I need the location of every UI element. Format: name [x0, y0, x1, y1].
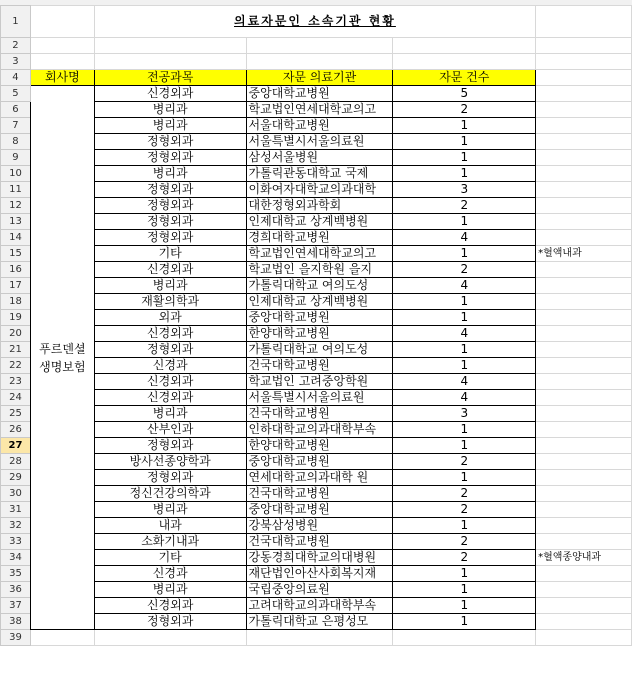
page-title[interactable]: 의료자문인 소속기관 현황: [94, 6, 535, 38]
table-row: [1, 534, 632, 550]
specialty-cell[interactable]: 병리과: [94, 166, 246, 182]
specialty-cell[interactable]: 기타: [94, 246, 246, 262]
institution-cell[interactable]: 국립중앙의료원: [246, 582, 393, 598]
cell[interactable]: [246, 38, 393, 54]
count-cell[interactable]: 2: [393, 198, 536, 214]
note-cell[interactable]: [536, 438, 632, 454]
specialty-cell[interactable]: 신경과: [94, 566, 246, 582]
row-header[interactable]: 2: [1, 38, 31, 54]
note-cell[interactable]: [536, 294, 632, 310]
table-row: [1, 406, 632, 422]
table-row: [1, 150, 632, 166]
cell-grid: [0, 5, 632, 646]
specialty-cell[interactable]: 재활의학과: [94, 294, 246, 310]
institution-cell[interactable]: 고려대학교의과대학부속: [246, 598, 393, 614]
table-row: [1, 214, 632, 230]
row-header[interactable]: 27: [1, 438, 31, 454]
table-row: [1, 310, 632, 326]
specialty-cell[interactable]: 내과: [94, 518, 246, 534]
note-cell[interactable]: [536, 102, 632, 118]
count-cell[interactable]: 2: [393, 486, 536, 502]
note-cell[interactable]: [536, 470, 632, 486]
row-header[interactable]: 14: [1, 230, 31, 246]
specialty-cell[interactable]: 정형외과: [94, 214, 246, 230]
row-header[interactable]: 10: [1, 166, 31, 182]
header-institution[interactable]: 자문 의료기관: [246, 70, 393, 86]
note-cell[interactable]: *혈액종양내과: [536, 550, 632, 566]
table-row: [1, 598, 632, 614]
specialty-cell[interactable]: 기타: [94, 550, 246, 566]
row-header[interactable]: 37: [1, 598, 31, 614]
note-cell[interactable]: [536, 502, 632, 518]
table-row: [1, 390, 632, 406]
institution-cell[interactable]: 가톨릭관동대학교 국제: [246, 166, 393, 182]
row-header[interactable]: 4: [1, 70, 31, 86]
row-header[interactable]: 15: [1, 246, 31, 262]
institution-cell[interactable]: 건국대학교병원: [246, 358, 393, 374]
header-count[interactable]: 자문 건수: [393, 70, 536, 86]
count-cell[interactable]: 3: [393, 406, 536, 422]
cell[interactable]: [30, 630, 94, 646]
count-cell[interactable]: 1: [393, 134, 536, 150]
count-cell[interactable]: 1: [393, 246, 536, 262]
table-row: [1, 342, 632, 358]
table-row: [1, 166, 632, 182]
specialty-cell[interactable]: 신경외과: [94, 86, 246, 102]
specialty-cell[interactable]: 병리과: [94, 278, 246, 294]
note-cell[interactable]: [536, 166, 632, 182]
specialty-cell[interactable]: 정형외과: [94, 470, 246, 486]
table-row: [1, 102, 632, 118]
cell[interactable]: [536, 70, 632, 86]
table-row: [1, 326, 632, 342]
count-cell[interactable]: 1: [393, 422, 536, 438]
note-cell[interactable]: [536, 134, 632, 150]
specialty-cell[interactable]: 병리과: [94, 582, 246, 598]
empty-row: [1, 38, 632, 54]
cell[interactable]: [246, 630, 393, 646]
row-header[interactable]: 22: [1, 358, 31, 374]
table-row: [1, 422, 632, 438]
row-header[interactable]: 13: [1, 214, 31, 230]
row-header[interactable]: 31: [1, 502, 31, 518]
row-header[interactable]: 16: [1, 262, 31, 278]
count-cell[interactable]: 2: [393, 534, 536, 550]
count-cell[interactable]: 1: [393, 470, 536, 486]
specialty-cell[interactable]: 정형외과: [94, 342, 246, 358]
table-row: [1, 614, 632, 630]
row-header[interactable]: 20: [1, 326, 31, 342]
table-row: [1, 358, 632, 374]
specialty-cell[interactable]: 병리과: [94, 406, 246, 422]
count-cell[interactable]: 5: [393, 86, 536, 102]
count-cell[interactable]: 1: [393, 150, 536, 166]
count-cell[interactable]: 1: [393, 358, 536, 374]
cell[interactable]: [536, 54, 632, 70]
note-cell[interactable]: [536, 518, 632, 534]
count-cell[interactable]: 2: [393, 550, 536, 566]
table-row: [1, 230, 632, 246]
specialty-cell[interactable]: 신경외과: [94, 262, 246, 278]
row-header[interactable]: 33: [1, 534, 31, 550]
table-row: [1, 582, 632, 598]
table-row: [1, 198, 632, 214]
row-header[interactable]: 19: [1, 310, 31, 326]
specialty-cell[interactable]: 정형외과: [94, 438, 246, 454]
count-cell[interactable]: 1: [393, 614, 536, 630]
specialty-cell[interactable]: 병리과: [94, 118, 246, 134]
cell[interactable]: [393, 630, 536, 646]
count-cell[interactable]: 4: [393, 390, 536, 406]
note-cell[interactable]: [536, 342, 632, 358]
table-row: [1, 278, 632, 294]
institution-cell[interactable]: 중앙대학교병원: [246, 454, 393, 470]
row-header[interactable]: 18: [1, 294, 31, 310]
institution-cell[interactable]: 중앙대학교병원: [246, 310, 393, 326]
row-header[interactable]: 28: [1, 454, 31, 470]
cell[interactable]: [393, 54, 536, 70]
row-header[interactable]: 5: [1, 86, 31, 102]
cell[interactable]: [30, 38, 94, 54]
note-cell[interactable]: [536, 374, 632, 390]
row-header[interactable]: 21: [1, 342, 31, 358]
table-row: [1, 470, 632, 486]
table-row: [1, 134, 632, 150]
institution-cell[interactable]: 삼성서울병원: [246, 150, 393, 166]
note-cell[interactable]: [536, 582, 632, 598]
institution-cell[interactable]: 학교법인 고려중앙학원: [246, 374, 393, 390]
cell[interactable]: [536, 6, 632, 38]
specialty-cell[interactable]: 정형외과: [94, 134, 246, 150]
cell[interactable]: [30, 6, 94, 38]
note-cell[interactable]: [536, 390, 632, 406]
note-cell[interactable]: [536, 358, 632, 374]
specialty-cell[interactable]: 병리과: [94, 502, 246, 518]
row-header[interactable]: 9: [1, 150, 31, 166]
row-header[interactable]: 29: [1, 470, 31, 486]
note-cell[interactable]: [536, 326, 632, 342]
institution-cell[interactable]: 강동경희대학교의대병원: [246, 550, 393, 566]
institution-cell[interactable]: 인제대학교 상계백병원: [246, 214, 393, 230]
specialty-cell[interactable]: 방사선종양학과: [94, 454, 246, 470]
note-cell[interactable]: [536, 150, 632, 166]
table-row: [1, 502, 632, 518]
table-row: [1, 294, 632, 310]
institution-cell[interactable]: 대한정형외과학회: [246, 198, 393, 214]
note-cell[interactable]: [536, 182, 632, 198]
header-company[interactable]: 회사명: [30, 70, 94, 86]
table-row: [1, 118, 632, 134]
header-row: [1, 70, 632, 86]
empty-row: [1, 54, 632, 70]
row-header[interactable]: 38: [1, 614, 31, 630]
row-header[interactable]: 32: [1, 518, 31, 534]
note-cell[interactable]: [536, 486, 632, 502]
count-cell[interactable]: 4: [393, 278, 536, 294]
institution-cell[interactable]: 한양대학교병원: [246, 326, 393, 342]
institution-cell[interactable]: 연세대학교의과대학 원: [246, 470, 393, 486]
institution-cell[interactable]: 가톨릭대학교 여의도성: [246, 342, 393, 358]
institution-cell[interactable]: 이화여자대학교의과대학: [246, 182, 393, 198]
note-cell[interactable]: [536, 86, 632, 102]
cell[interactable]: [30, 54, 94, 70]
institution-cell[interactable]: 서울대학교병원: [246, 118, 393, 134]
institution-cell[interactable]: 서울특별시서울의료원: [246, 134, 393, 150]
row-header[interactable]: 12: [1, 198, 31, 214]
institution-cell[interactable]: 한양대학교병원: [246, 438, 393, 454]
specialty-cell[interactable]: 신경외과: [94, 598, 246, 614]
specialty-cell[interactable]: 정형외과: [94, 150, 246, 166]
note-cell[interactable]: [536, 310, 632, 326]
institution-cell[interactable]: 가톨릭대학교 은평성모: [246, 614, 393, 630]
cell[interactable]: [94, 38, 246, 54]
institution-cell[interactable]: 경희대학교병원: [246, 230, 393, 246]
institution-cell[interactable]: 건국대학교병원: [246, 486, 393, 502]
count-cell[interactable]: 1: [393, 310, 536, 326]
row-header[interactable]: 3: [1, 54, 31, 70]
count-cell[interactable]: 4: [393, 326, 536, 342]
count-cell[interactable]: 4: [393, 230, 536, 246]
count-cell[interactable]: 3: [393, 182, 536, 198]
specialty-cell[interactable]: 소화기내과: [94, 534, 246, 550]
count-cell[interactable]: 1: [393, 118, 536, 134]
cell[interactable]: [536, 38, 632, 54]
note-cell[interactable]: [536, 262, 632, 278]
note-cell[interactable]: [536, 118, 632, 134]
specialty-cell[interactable]: 정형외과: [94, 198, 246, 214]
row-header[interactable]: 24: [1, 390, 31, 406]
count-cell[interactable]: 4: [393, 374, 536, 390]
table-row: [1, 438, 632, 454]
institution-cell[interactable]: 서울특별시서울의료원: [246, 390, 393, 406]
table-row: [1, 86, 632, 102]
note-cell[interactable]: [536, 422, 632, 438]
institution-cell[interactable]: 건국대학교병원: [246, 534, 393, 550]
specialty-cell[interactable]: 병리과: [94, 102, 246, 118]
table-row: [1, 262, 632, 278]
count-cell[interactable]: 1: [393, 342, 536, 358]
note-cell[interactable]: [536, 566, 632, 582]
specialty-cell[interactable]: 산부인과: [94, 422, 246, 438]
empty-row: [1, 630, 632, 646]
row-header[interactable]: 35: [1, 566, 31, 582]
count-cell[interactable]: 1: [393, 566, 536, 582]
specialty-cell[interactable]: 신경외과: [94, 326, 246, 342]
specialty-cell[interactable]: 정형외과: [94, 614, 246, 630]
specialty-cell[interactable]: 외과: [94, 310, 246, 326]
row-header[interactable]: 17: [1, 278, 31, 294]
count-cell[interactable]: 1: [393, 214, 536, 230]
specialty-cell[interactable]: 신경외과: [94, 374, 246, 390]
row-header[interactable]: 7: [1, 118, 31, 134]
specialty-cell[interactable]: 신경과: [94, 358, 246, 374]
count-cell[interactable]: 2: [393, 502, 536, 518]
institution-cell[interactable]: 인하대학교의과대학부속: [246, 422, 393, 438]
table-row: [1, 454, 632, 470]
row-header[interactable]: 30: [1, 486, 31, 502]
specialty-cell[interactable]: 신경외과: [94, 390, 246, 406]
note-cell[interactable]: [536, 614, 632, 630]
company-name-cell[interactable]: 푸르덴셜 생명보험: [30, 86, 94, 630]
table-row: [1, 566, 632, 582]
header-specialty[interactable]: 전공과목: [94, 70, 246, 86]
count-cell[interactable]: 1: [393, 294, 536, 310]
institution-cell[interactable]: 건국대학교병원: [246, 406, 393, 422]
table-row: [1, 518, 632, 534]
row-header[interactable]: 11: [1, 182, 31, 198]
row-header[interactable]: 26: [1, 422, 31, 438]
note-cell[interactable]: [536, 534, 632, 550]
cell[interactable]: [536, 630, 632, 646]
note-cell[interactable]: *혈액내과: [536, 246, 632, 262]
count-cell[interactable]: 1: [393, 598, 536, 614]
row-header[interactable]: 6: [1, 102, 31, 118]
note-cell[interactable]: [536, 598, 632, 614]
count-cell[interactable]: 1: [393, 166, 536, 182]
institution-cell[interactable]: 인제대학교 상계백병원: [246, 294, 393, 310]
note-cell[interactable]: [536, 230, 632, 246]
table-row: [1, 486, 632, 502]
cell[interactable]: [393, 38, 536, 54]
note-cell[interactable]: [536, 454, 632, 470]
row-header[interactable]: 36: [1, 582, 31, 598]
note-cell[interactable]: [536, 198, 632, 214]
table-row: [1, 374, 632, 390]
institution-cell[interactable]: 학교법인연세대학교의고: [246, 246, 393, 262]
table-row: [1, 182, 632, 198]
specialty-cell[interactable]: 정신건강의학과: [94, 486, 246, 502]
row-header[interactable]: 8: [1, 134, 31, 150]
institution-cell[interactable]: 학교법인연세대학교의고: [246, 102, 393, 118]
row-header[interactable]: 1: [1, 6, 31, 38]
note-cell[interactable]: [536, 214, 632, 230]
table-row: [1, 246, 632, 262]
specialty-cell[interactable]: 정형외과: [94, 230, 246, 246]
row-header[interactable]: 34: [1, 550, 31, 566]
count-cell[interactable]: 1: [393, 582, 536, 598]
institution-cell[interactable]: 학교법인 을지학원 을지: [246, 262, 393, 278]
institution-cell[interactable]: 중앙대학교병원: [246, 502, 393, 518]
count-cell[interactable]: 1: [393, 518, 536, 534]
institution-cell[interactable]: 가톨릭대학교 여의도성: [246, 278, 393, 294]
table-row: [1, 550, 632, 566]
row-header[interactable]: 39: [1, 630, 31, 646]
cell[interactable]: [246, 54, 393, 70]
specialty-cell[interactable]: 정형외과: [94, 182, 246, 198]
cell[interactable]: [94, 630, 246, 646]
note-cell[interactable]: [536, 406, 632, 422]
count-cell[interactable]: 2: [393, 262, 536, 278]
row-header[interactable]: 25: [1, 406, 31, 422]
cell[interactable]: [94, 54, 246, 70]
count-cell[interactable]: 1: [393, 438, 536, 454]
institution-cell[interactable]: 강북삼성병원: [246, 518, 393, 534]
row-header[interactable]: 23: [1, 374, 31, 390]
institution-cell[interactable]: 중앙대학교병원: [246, 86, 393, 102]
count-cell[interactable]: 2: [393, 454, 536, 470]
title-row: [1, 6, 632, 38]
count-cell[interactable]: 2: [393, 102, 536, 118]
institution-cell[interactable]: 재단법인아산사회복지재: [246, 566, 393, 582]
note-cell[interactable]: [536, 278, 632, 294]
